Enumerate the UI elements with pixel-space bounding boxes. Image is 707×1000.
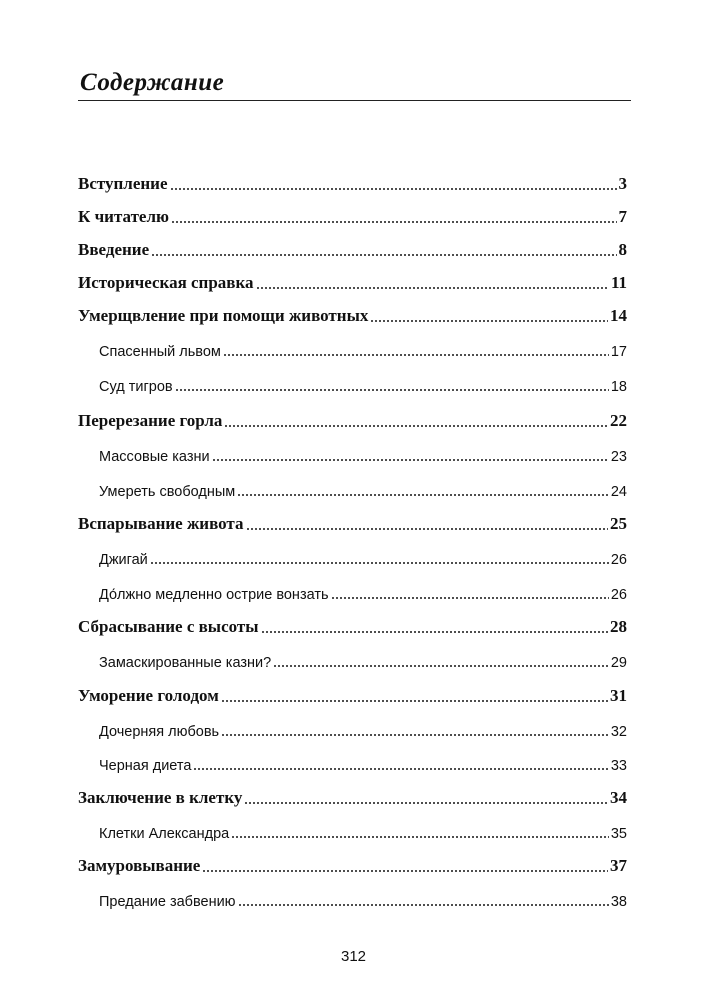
contents-title: Содержание bbox=[80, 69, 225, 96]
toc-entry-title: Замуровывание bbox=[78, 856, 201, 875]
toc-subentry[interactable] bbox=[99, 363, 627, 395]
toc-entry-title: Уморение голодом bbox=[78, 686, 219, 705]
dot-leader bbox=[224, 425, 608, 427]
dot-leader bbox=[238, 904, 609, 906]
toc-entry-page: 11 bbox=[610, 273, 627, 292]
toc-entry[interactable] bbox=[78, 776, 627, 808]
dot-leader bbox=[151, 254, 616, 256]
page-number: 312 bbox=[340, 948, 367, 965]
toc-subentry-title: До́лжно медленно острие вонзать bbox=[99, 587, 329, 603]
dot-leader bbox=[221, 734, 609, 736]
toc-subentry[interactable] bbox=[99, 468, 627, 500]
toc-subentry-title: Черная диета bbox=[99, 758, 192, 774]
toc-subentry-page: 26 bbox=[610, 587, 627, 603]
toc-entry[interactable] bbox=[78, 228, 627, 260]
toc-entry-page: 31 bbox=[610, 686, 627, 705]
toc-subentry-title: Дочерняя любовь bbox=[99, 724, 220, 740]
toc-entry-page: 3 bbox=[618, 174, 627, 193]
dot-leader bbox=[237, 494, 609, 496]
toc-subentry-title: Массовые казни bbox=[99, 449, 210, 465]
toc-entry-page: 7 bbox=[618, 207, 627, 226]
dot-leader bbox=[261, 631, 608, 633]
dot-leader bbox=[150, 562, 609, 564]
toc-subentry[interactable] bbox=[99, 878, 627, 910]
toc-subentry-page: 18 bbox=[610, 379, 627, 395]
toc-entry[interactable] bbox=[78, 294, 627, 326]
dot-leader bbox=[246, 528, 609, 530]
toc-entry-page: 8 bbox=[618, 240, 627, 259]
toc-entry-title: Вступление bbox=[78, 174, 168, 193]
dot-leader bbox=[331, 597, 609, 599]
toc-entry-page: 34 bbox=[610, 788, 627, 807]
toc-subentry-title: Спасенный львом bbox=[99, 344, 221, 360]
dot-leader bbox=[170, 188, 617, 190]
dot-leader bbox=[370, 320, 608, 322]
toc-subentry[interactable] bbox=[99, 433, 627, 465]
toc-entry-title: Умерщвление при помощи животных bbox=[78, 306, 369, 325]
dot-leader bbox=[244, 802, 608, 804]
dot-leader bbox=[231, 836, 609, 838]
toc-entry-title: Заключение в клетку bbox=[78, 788, 243, 807]
dot-leader bbox=[175, 389, 609, 391]
toc-entry-title: Вспарывание живота bbox=[78, 514, 244, 533]
toc-entry[interactable] bbox=[78, 502, 627, 534]
toc-entry-title: Введение bbox=[78, 240, 150, 259]
toc-subentry-title: Предание забвению bbox=[99, 894, 236, 910]
toc-subentry[interactable] bbox=[99, 708, 627, 740]
dot-leader bbox=[256, 287, 609, 289]
toc-entry[interactable] bbox=[78, 844, 627, 876]
dot-leader bbox=[202, 870, 608, 872]
toc-entry-title: К читателю bbox=[78, 207, 170, 226]
toc-subentry-page: 32 bbox=[610, 724, 627, 740]
toc-subentry-page: 23 bbox=[610, 449, 627, 465]
toc-entry-page: 22 bbox=[610, 411, 627, 430]
toc-entry-page: 14 bbox=[610, 306, 627, 325]
toc-entry-title: Перерезание горла bbox=[78, 411, 223, 430]
toc-entry-title: Историческая справка bbox=[78, 273, 254, 292]
toc-subentry-page: 35 bbox=[610, 826, 627, 842]
toc-subentry-page: 38 bbox=[610, 894, 627, 910]
toc-entry[interactable] bbox=[78, 195, 627, 227]
toc-entry[interactable] bbox=[78, 674, 627, 706]
toc-entry-page: 28 bbox=[610, 617, 627, 636]
dot-leader bbox=[223, 354, 609, 356]
toc-entry-page: 37 bbox=[610, 856, 627, 875]
toc-subentry[interactable] bbox=[99, 742, 627, 774]
toc-entry[interactable] bbox=[78, 605, 627, 637]
toc-entry-title: Сбрасывание с высоты bbox=[78, 617, 259, 636]
dot-leader bbox=[171, 221, 616, 223]
toc-subentry[interactable] bbox=[99, 810, 627, 842]
toc-subentry-title: Джигай bbox=[99, 552, 148, 568]
toc-subentry-title: Замаскированные казни? bbox=[99, 655, 272, 671]
dot-leader bbox=[212, 459, 609, 461]
toc-entry[interactable] bbox=[78, 162, 627, 194]
contents-heading bbox=[78, 62, 631, 101]
toc-entry[interactable] bbox=[78, 399, 627, 431]
toc-subentry-page: 29 bbox=[610, 655, 627, 671]
toc-subentry[interactable] bbox=[99, 328, 627, 360]
toc-subentry-page: 26 bbox=[610, 552, 627, 568]
dot-leader bbox=[221, 700, 608, 702]
toc-subentry-title: Умереть свободным bbox=[99, 484, 236, 500]
toc-subentry-page: 33 bbox=[610, 758, 627, 774]
toc-subentry[interactable] bbox=[99, 571, 627, 603]
toc-entry[interactable] bbox=[78, 261, 627, 293]
toc-subentry-page: 17 bbox=[610, 344, 627, 360]
toc-subentry-title: Суд тигров bbox=[99, 379, 173, 395]
toc-subentry[interactable] bbox=[99, 536, 627, 568]
toc-subentry[interactable] bbox=[99, 639, 627, 671]
toc-subentry-title: Клетки Александра bbox=[99, 826, 230, 842]
toc-entry-page: 25 bbox=[610, 514, 627, 533]
toc-subentry-page: 24 bbox=[610, 484, 627, 500]
dot-leader bbox=[193, 768, 608, 770]
dot-leader bbox=[273, 665, 609, 667]
